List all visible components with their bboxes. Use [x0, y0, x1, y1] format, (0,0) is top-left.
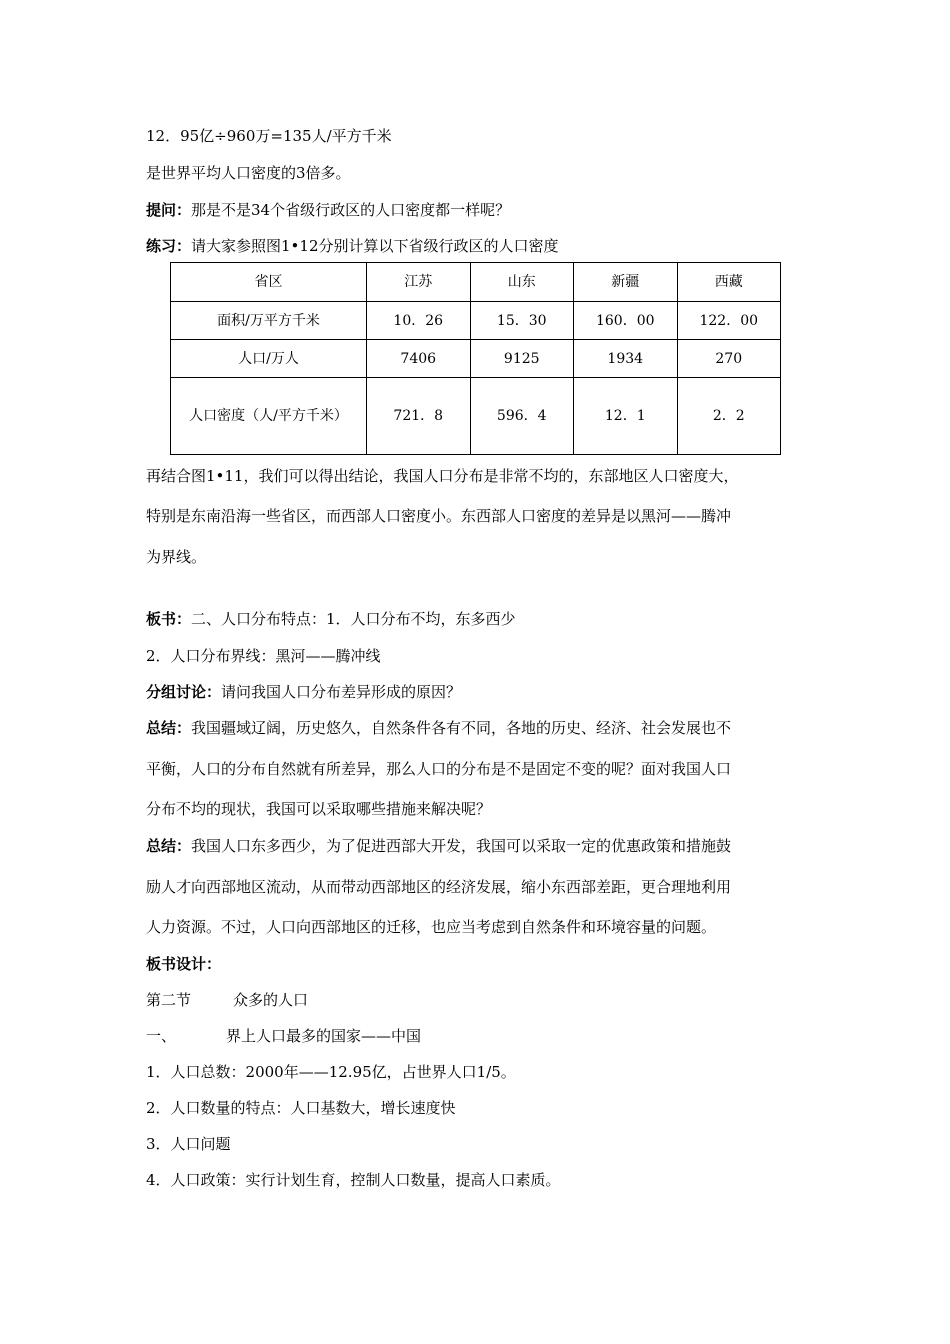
density-table — [170, 262, 781, 455]
conclusion-line-3: 为界线。 — [146, 548, 207, 566]
board-design-heading: 板书设计： — [146, 955, 222, 973]
table-cell: 15．30 — [470, 302, 574, 340]
outline-item-2: 1．人口总数：2000年——12.95亿，占世界人口1/5。 — [146, 1063, 516, 1081]
table-cell: 西藏 — [677, 263, 781, 302]
table-row — [171, 263, 781, 302]
section-number: 第二节 — [146, 991, 192, 1009]
table-cell: 596．4 — [470, 378, 574, 455]
summary-1-line-2: 平衡，人口的分布自然就有所差异，那么人口的分布是不是固定不变的呢？面对我国人口 — [146, 760, 732, 778]
group-discussion-text: 请问我国人口分布差异形成的原因？ — [221, 683, 462, 701]
table-row — [171, 302, 781, 340]
summary-1-line-1 — [146, 718, 731, 738]
board-label: 板书： — [146, 610, 192, 628]
table-cell: 江苏 — [367, 263, 471, 302]
question-text: 那是不是34个省级行政区的人口密度都一样呢？ — [191, 201, 511, 219]
conclusion-line-1: 再结合图1•11，我们可以得出结论，我国人口分布是非常不均的，东部地区人口密度大， — [146, 467, 739, 485]
table-cell: 270 — [677, 340, 781, 378]
table-cell: 山东 — [470, 263, 574, 302]
summary-text: 我国疆域辽阔，历史悠久，自然条件各有不同，各地的历史、经济、社会发展也不 — [191, 719, 732, 737]
table-cell: 新疆 — [574, 263, 678, 302]
summary-text: 我国人口东多西少，为了促进西部大开发，我国可以采取一定的优惠政策和措施鼓 — [191, 837, 732, 855]
summary-2-line-2: 励人才向西部地区流动，从而带动西部地区的经济发展，缩小东西部差距，更合理地利用 — [146, 878, 732, 896]
board-text: 二、人口分布特点：1．人口分布不均，东多西少 — [191, 610, 516, 628]
table-cell: 人口密度（人/平方千米） — [171, 378, 367, 455]
exercise-line — [146, 236, 559, 256]
table-cell: 12．1 — [574, 378, 678, 455]
calc-line: 12．95亿÷960万=135人/平方千米 — [146, 127, 392, 145]
table-cell: 721．8 — [367, 378, 471, 455]
table-cell: 人口/万人 — [171, 340, 367, 378]
table-cell: 7406 — [367, 340, 471, 378]
exercise-text: 请大家参照图1•12分别计算以下省级行政区的人口密度 — [191, 237, 559, 255]
table-row — [171, 378, 781, 455]
section-heading — [146, 990, 308, 1010]
table-cell: 2．2 — [677, 378, 781, 455]
question-line — [146, 200, 510, 220]
exercise-label: 练习： — [146, 237, 192, 255]
outline-item-3: 2．人口数量的特点：人口基数大，增长速度快 — [146, 1099, 456, 1117]
group-discussion-line — [146, 682, 461, 702]
section-title: 众多的人口 — [233, 991, 309, 1009]
summary-label: 总结： — [146, 837, 192, 855]
table-cell: 122．00 — [677, 302, 781, 340]
outline-item-4: 3．人口问题 — [146, 1135, 231, 1153]
summary-1-line-3: 分布不均的现状，我国可以采取哪些措施来解决呢？ — [146, 800, 492, 818]
group-discussion-label: 分组讨论： — [146, 683, 222, 701]
table-cell: 面积/万平方千米 — [171, 302, 367, 340]
table-cell: 9125 — [470, 340, 574, 378]
outline-item-5: 4．人口政策：实行计划生育，控制人口数量，提高人口素质。 — [146, 1171, 561, 1189]
conclusion-line-2: 特别是东南沿海一些省区，而西部人口密度小。东西部人口密度的差异是以黑河——腾冲 — [146, 507, 732, 525]
summary-2-line-3: 人力资源。不过，人口向西部地区的迁移，也应当考虑到自然条件和环境容量的问题。 — [146, 918, 717, 936]
table-row — [171, 340, 781, 378]
outline-text: 界上人口最多的国家——中国 — [226, 1027, 422, 1045]
board-line-1 — [146, 609, 516, 629]
question-label: 提问： — [146, 201, 192, 219]
summary-label: 总结： — [146, 719, 192, 737]
comparison-line: 是世界平均人口密度的3倍多。 — [146, 164, 351, 182]
board-line-2: 2．人口分布界线：黑河——腾冲线 — [146, 647, 381, 665]
outline-number: 一、 — [146, 1027, 177, 1045]
summary-2-line-1 — [146, 836, 731, 856]
outline-item-1 — [146, 1026, 421, 1046]
table-cell: 省区 — [171, 263, 367, 302]
table-cell: 1934 — [574, 340, 678, 378]
table-cell: 10．26 — [367, 302, 471, 340]
table-cell: 160．00 — [574, 302, 678, 340]
